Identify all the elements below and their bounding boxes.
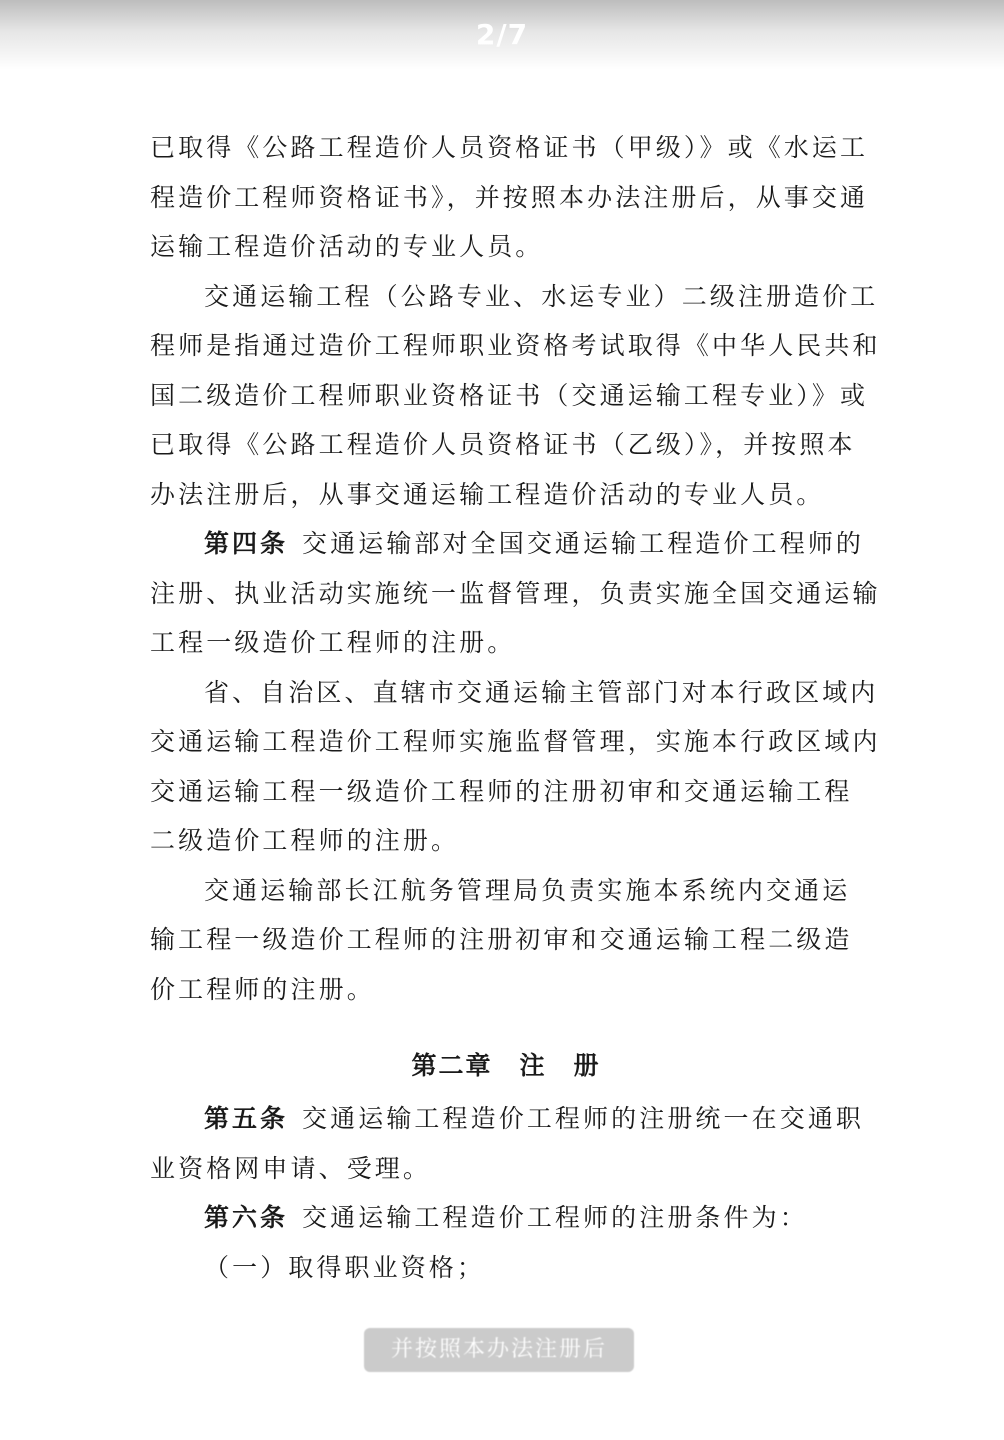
text-line: 交通运输部长江航务管理局负责实施本系统内交通运 bbox=[204, 875, 851, 905]
text-line: 二级造价工程师的注册。 bbox=[150, 826, 460, 855]
page-indicator: 2/7 bbox=[475, 18, 529, 51]
article-text: 交通运输工程造价工程师的注册条件为： bbox=[302, 1203, 808, 1232]
text-line: 程师是指通过造价工程师职业资格考试取得《中华人民共和 bbox=[150, 331, 881, 360]
paragraph-second-level-definition bbox=[150, 272, 881, 520]
article-6 bbox=[150, 1193, 862, 1292]
text-line: 运输工程造价活动的专业人员。 bbox=[150, 232, 544, 261]
text-line: 程造价工程师资格证书》，并按照本办法注册后，从事交通 bbox=[150, 182, 869, 212]
article-5 bbox=[150, 1094, 865, 1193]
article-4 bbox=[150, 519, 881, 668]
list-item: （一）取得职业资格； bbox=[204, 1252, 486, 1282]
text-line: 交通运输工程造价工程师实施监督管理，实施本行政区域内 bbox=[150, 727, 881, 756]
text-line: 业资格网申请、受理。 bbox=[150, 1153, 432, 1183]
article-text: 交通运输工程造价工程师的注册统一在交通职 bbox=[302, 1104, 865, 1133]
text-line: 国二级造价工程师职业资格证书（交通运输工程专业）》或 bbox=[150, 380, 869, 410]
document-body bbox=[150, 123, 881, 1292]
paragraph-continued bbox=[150, 123, 869, 272]
article-title: 第四条 bbox=[204, 529, 289, 558]
text-line: 价工程师的注册。 bbox=[150, 974, 375, 1004]
text-line: 工程一级造价工程师的注册。 bbox=[150, 628, 516, 657]
text-line: 省、自治区、直辖市交通运输主管部门对本行政区域内 bbox=[204, 677, 879, 707]
paragraph-provincial bbox=[150, 668, 881, 866]
paragraph-yangtze bbox=[150, 866, 862, 1015]
text-line: 已取得《公路工程造价人员资格证书（乙级）》，并按照本 bbox=[150, 430, 856, 459]
text-line: 注册、执业活动实施统一监督管理，负责实施全国交通运输 bbox=[150, 578, 881, 608]
text-line: 办法注册后，从事交通运输工程造价活动的专业人员。 bbox=[150, 479, 825, 509]
text-line: 已取得《公路工程造价人员资格证书（甲级）》或《水运工 bbox=[150, 133, 869, 162]
text-line: 交通运输工程一级造价工程师的注册初审和交通运输工程 bbox=[150, 776, 853, 806]
article-title: 第五条 bbox=[204, 1104, 289, 1133]
article-title: 第六条 bbox=[204, 1203, 289, 1232]
text-line bbox=[150, 1193, 862, 1243]
article-text: 交通运输部对全国交通运输工程造价工程师的 bbox=[302, 529, 865, 558]
subtitle-caption: 并按照本办法注册后 bbox=[364, 1328, 634, 1372]
text-line bbox=[150, 1094, 865, 1144]
text-line: 交通运输工程（公路专业、水运专业）二级注册造价工 bbox=[204, 281, 879, 311]
chapter-heading: 第二章 注 册 bbox=[411, 1051, 601, 1080]
text-line bbox=[150, 519, 865, 569]
text-line: 输工程一级造价工程师的注册初审和交通运输工程二级造 bbox=[150, 925, 853, 954]
